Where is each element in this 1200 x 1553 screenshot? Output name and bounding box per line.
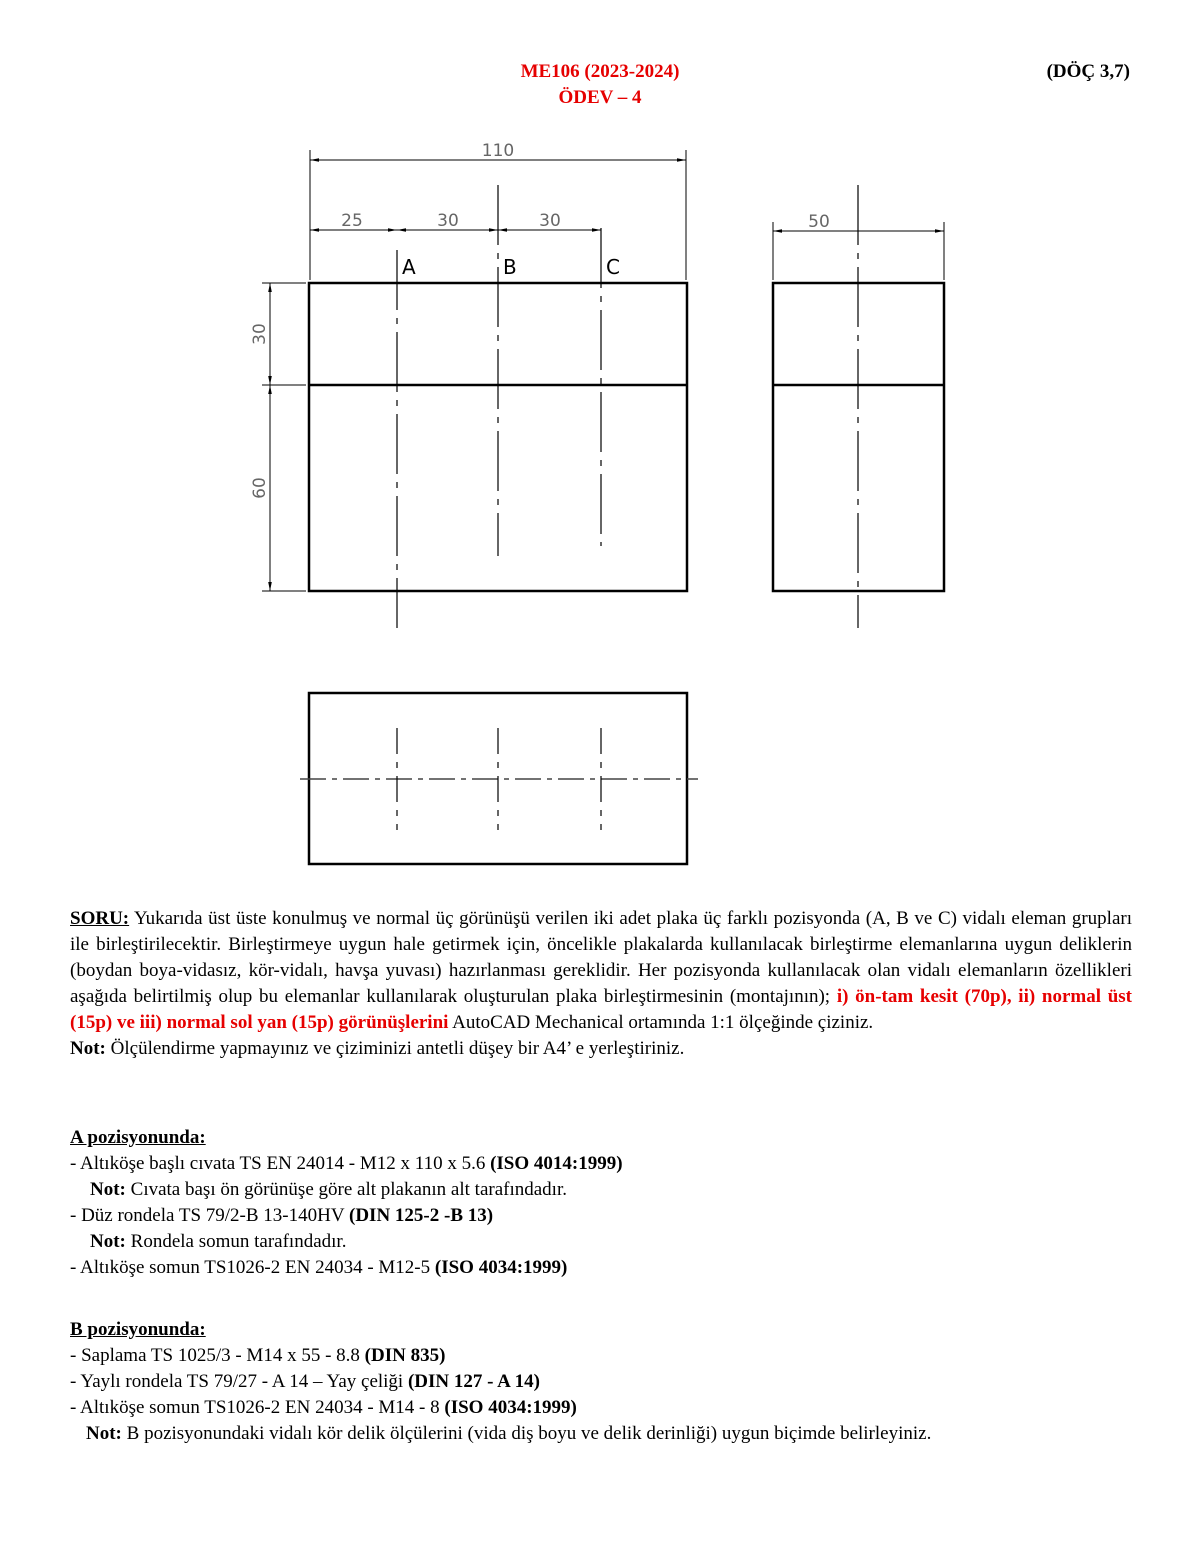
label-a: A <box>402 255 416 279</box>
front-view <box>309 185 687 628</box>
section-b-stud: - Saplama TS 1025/3 - M14 x 55 - 8.8 (DIN 835) <box>70 1345 446 1366</box>
assignment-title: ÖDEV – 4 <box>558 87 642 108</box>
section-a <box>70 1125 1170 1281</box>
position-labels <box>402 255 620 279</box>
dim-30a: 30 <box>437 211 459 231</box>
side-view <box>773 185 944 628</box>
label-c: C <box>606 255 620 279</box>
section-a-note2: Not: Rondela somun tarafındadır. <box>90 1231 347 1252</box>
question-note-text: Ölçülendirme yapmayınız ve çiziminizi antetli düşey bir A4’ e yerleştiriniz. <box>105 1038 685 1059</box>
section-a-note1: Not: Cıvata başı ön görünüşe göre alt plakanın alt tarafındadır. <box>90 1179 567 1200</box>
dim-bottom-plate: 60 <box>250 477 270 499</box>
question-note-label: Not: <box>70 1038 106 1059</box>
dim-top-plate: 30 <box>250 323 270 345</box>
question-highlight: i) ön-tam kesit (70p), ii) normal üst (15p) ve iii) normal sol yan (15p) görünüşlerini <box>70 986 1133 1033</box>
section-b-spring-washer: - Yaylı rondela TS 79/27 - A 14 – Yay çeliği (DIN 127 - A 14) <box>70 1371 540 1392</box>
section-a-heading: A pozisyonunda: <box>70 1127 206 1148</box>
question-paragraph <box>70 906 1132 1062</box>
dim-side: 50 <box>808 212 830 232</box>
section-a-washer: - Düz rondela TS 79/2-B 13-140HV (DIN 125-2 -B 13) <box>70 1205 494 1226</box>
dimension-texts <box>250 141 830 499</box>
section-b-note: Not: B pozisyonundaki vidalı kör delik ölçülerini (vida diş boyu ve delik derinliği) uygun biçimde belirleyiniz. <box>86 1423 932 1444</box>
top-view <box>300 693 698 864</box>
section-b-nut: - Altıköşe somun TS1026-2 EN 24034 - M14 - 8 (ISO 4034:1999) <box>70 1397 577 1418</box>
label-b: B <box>503 255 517 279</box>
dim-30b: 30 <box>539 211 561 231</box>
question-label: SORU: <box>70 908 130 929</box>
outcome-code: (DÖÇ 3,7) <box>1046 61 1130 82</box>
section-a-bolt: - Altıköşe başlı cıvata TS EN 24014 - M12 x 110 x 5.6 (ISO 4014:1999) <box>70 1153 623 1174</box>
section-b-heading: B pozisyonunda: <box>70 1319 206 1340</box>
dim-25: 25 <box>341 211 363 231</box>
section-b <box>70 1317 1170 1447</box>
question-text-2: AutoCAD Mechanical ortamında 1:1 ölçeğinde çiziniz. <box>448 1012 874 1033</box>
dim-total: 110 <box>481 141 515 161</box>
section-a-nut: - Altıköşe somun TS1026-2 EN 24034 - M12-5 (ISO 4034:1999) <box>70 1257 568 1278</box>
course-title: ME106 (2023-2024) <box>520 61 680 82</box>
dimension-lines <box>262 150 944 591</box>
question-text-1: Yukarıda üst üste konulmuş ve normal üç görünüşü verilen iki adet plaka üç farklı pozisyonda (A, B ve C) vidalı eleman grupları ile birleştirilecektir. Birleştirmeye uygun hale getirmek için, öncelikle plakalarda kullanılacak birleştirme elemanlarına uygun deliklerin (boydan boya-vidasız, kör-vidalı, havşa yuvası) hazırlanması gereklidir. Her pozisyonda kullanılacak olan vidalı elemanların özellikleri aşağıda belirtilmiş olup bu elemanlar kullanılarak oluşturulan plaka birleştirmesinin (montajının); <box>70 908 1132 1007</box>
